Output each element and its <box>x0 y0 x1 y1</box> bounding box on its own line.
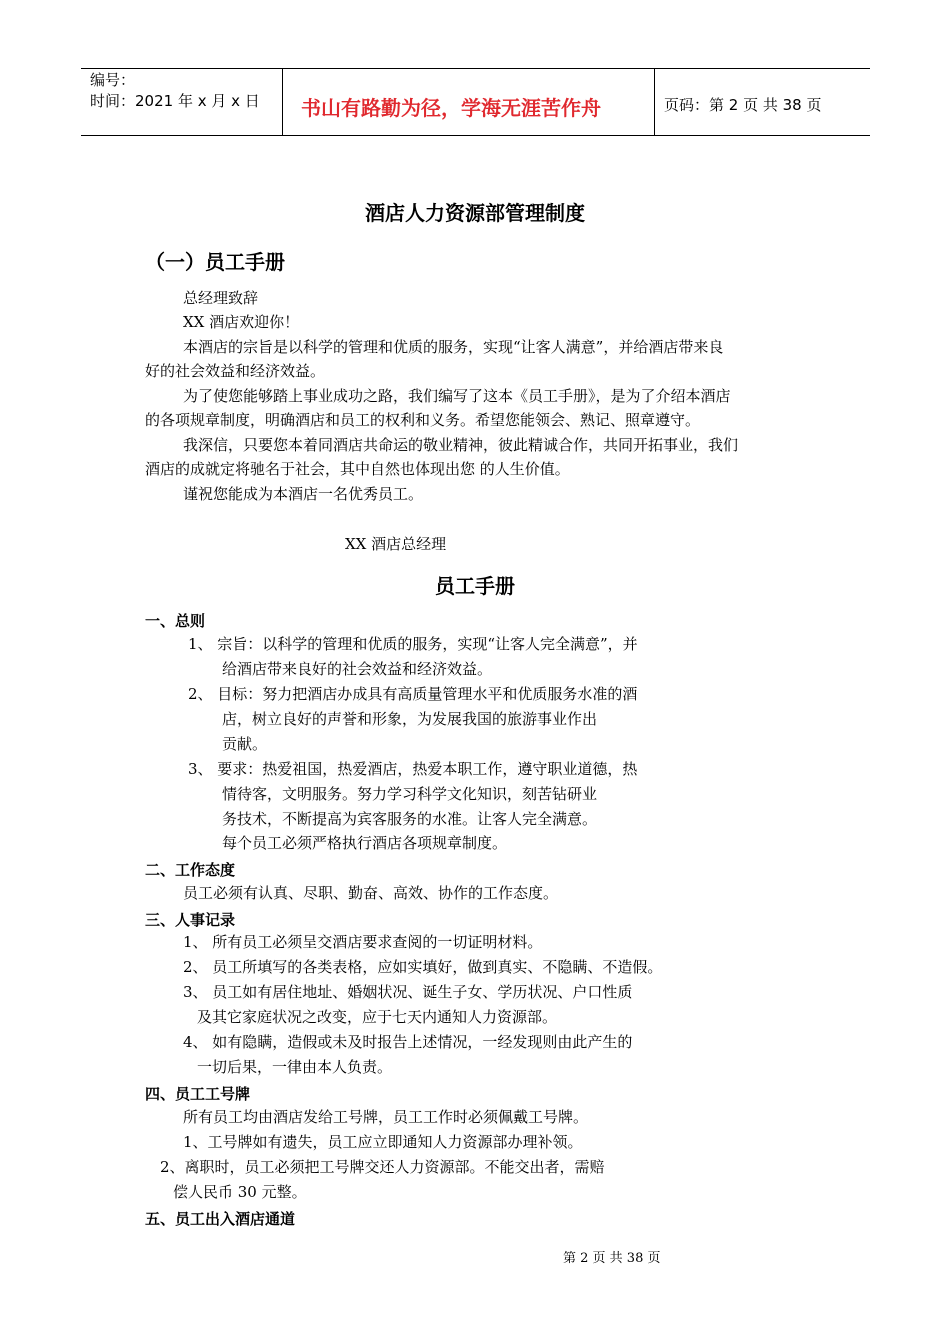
header-divider-right <box>654 68 655 135</box>
general-item-2-line-1: 2、 目标：努力把酒店办成具有高质量管理水平和优质服务水准的酒 <box>188 685 638 703</box>
letter-paragraph-1-line-2: 好的社会效益和经济效益。 <box>145 362 326 380</box>
section-records-heading: 三、人事记录 <box>145 911 236 929</box>
records-item-4-line-1: 4、 如有隐瞒，造假或未及时报告上述情况，一经发现则由此产生的 <box>183 1033 633 1051</box>
document-title: 酒店人力资源部管理制度 <box>365 201 585 225</box>
section-access-heading: 五、员工出入酒店通道 <box>145 1210 296 1228</box>
general-item-2-line-2: 店，树立良好的声誉和形象，为发展我国的旅游事业作出 <box>222 710 598 728</box>
badge-intro: 所有员工均由酒店发给工号牌，员工工作时必须佩戴工号牌。 <box>183 1108 589 1126</box>
general-item-1-line-2: 给酒店带来良好的社会效益和经济效益。 <box>222 660 493 678</box>
letter-closing: 谨祝您能成为本酒店一名优秀员工。 <box>183 485 424 503</box>
page-footer: 第 2 页 共 38 页 <box>563 1251 661 1266</box>
letter-signature: XX 酒店总经理 <box>345 535 447 553</box>
badge-item-1: 1、工号牌如有遗失，员工应立即通知人力资源部办理补领。 <box>183 1133 583 1151</box>
letter-paragraph-2-line-1: 为了使您能够踏上事业成功之路，我们编写了这本《员工手册》，是为了介绍本酒店 <box>183 387 731 405</box>
general-item-1-line-1: 1、 宗旨：以科学的管理和优质的服务，实现“让客人完全满意”，并 <box>188 635 638 653</box>
header-bottom-rule <box>81 135 870 136</box>
records-item-3-line-1: 3、 员工如有居住地址、婚姻状况、诞生子女、学历状况、户口性质 <box>183 983 633 1001</box>
general-item-3-line-4: 每个员工必须严格执行酒店各项规章制度。 <box>222 834 508 852</box>
records-item-2: 2、 员工所填写的各类表格，应如实填好，做到真实、不隐瞒、不造假。 <box>183 958 663 976</box>
header-motto: 书山有路勤为径，学海无涯苦作舟 <box>301 96 601 120</box>
records-item-4-line-2: 一切后果，一律由本人负责。 <box>197 1058 393 1076</box>
records-item-3-line-2: 及其它家庭状况之改变，应于七天内通知人力资源部。 <box>197 1008 558 1026</box>
letter-welcome: XX 酒店欢迎你！ <box>183 313 300 331</box>
general-item-2-line-3: 贡献。 <box>222 735 268 753</box>
records-item-1: 1、 所有员工必须呈交酒店要求查阅的一切证明材料。 <box>183 933 543 951</box>
header-time-label: 时间：2021 年 x 月 x 日 <box>90 92 260 110</box>
letter-paragraph-2-line-2: 的各项规章制度，明确酒店和员工的权利和义务。希望您能领会、熟记、照章遵守。 <box>145 411 701 429</box>
header-number-label: 编号： <box>90 71 136 89</box>
general-item-3-line-2: 情待客，文明服务。努力学习科学文化知识，刻苦钻研业 <box>222 785 598 803</box>
attitude-text: 员工必须有认真、尽职、勤奋、高效、协作的工作态度。 <box>183 884 559 902</box>
general-item-3-line-3: 务技术，不断提高为宾客服务的水准。让客人完全满意。 <box>222 810 598 828</box>
section-attitude-heading: 二、工作态度 <box>145 861 236 879</box>
section-title-employee-handbook: （一）员工手册 <box>145 250 285 274</box>
letter-heading: 总经理致辞 <box>183 289 259 307</box>
general-item-3-line-1: 3、 要求：热爱祖国，热爱酒店，热爱本职工作，遵守职业道德，热 <box>188 760 638 778</box>
section-general-heading: 一、总则 <box>145 612 206 630</box>
letter-paragraph-3-line-1: 我深信，只要您本着同酒店共命运的敬业精神，彼此精诚合作，共同开拓事业，我们 <box>183 436 739 454</box>
header-top-rule <box>81 68 870 69</box>
letter-paragraph-3-line-2: 酒店的成就定将驰名于社会，其中自然也体现出您 的人生价值。 <box>145 460 570 478</box>
section-badge-heading: 四、员工工号牌 <box>145 1085 251 1103</box>
handbook-title: 员工手册 <box>435 574 515 598</box>
header-divider-left <box>282 68 283 135</box>
header-page-info: 页码：第 2 页 共 38 页 <box>664 96 822 114</box>
badge-item-2-line-1: 2、离职时，员工必须把工号牌交还人力资源部。不能交出者，需赔 <box>160 1158 605 1176</box>
badge-item-2-line-2: 偿人民币 30 元整。 <box>173 1183 307 1201</box>
letter-paragraph-1-line-1: 本酒店的宗旨是以科学的管理和优质的服务，实现“让客人满意”，并给酒店带来良 <box>183 338 724 356</box>
